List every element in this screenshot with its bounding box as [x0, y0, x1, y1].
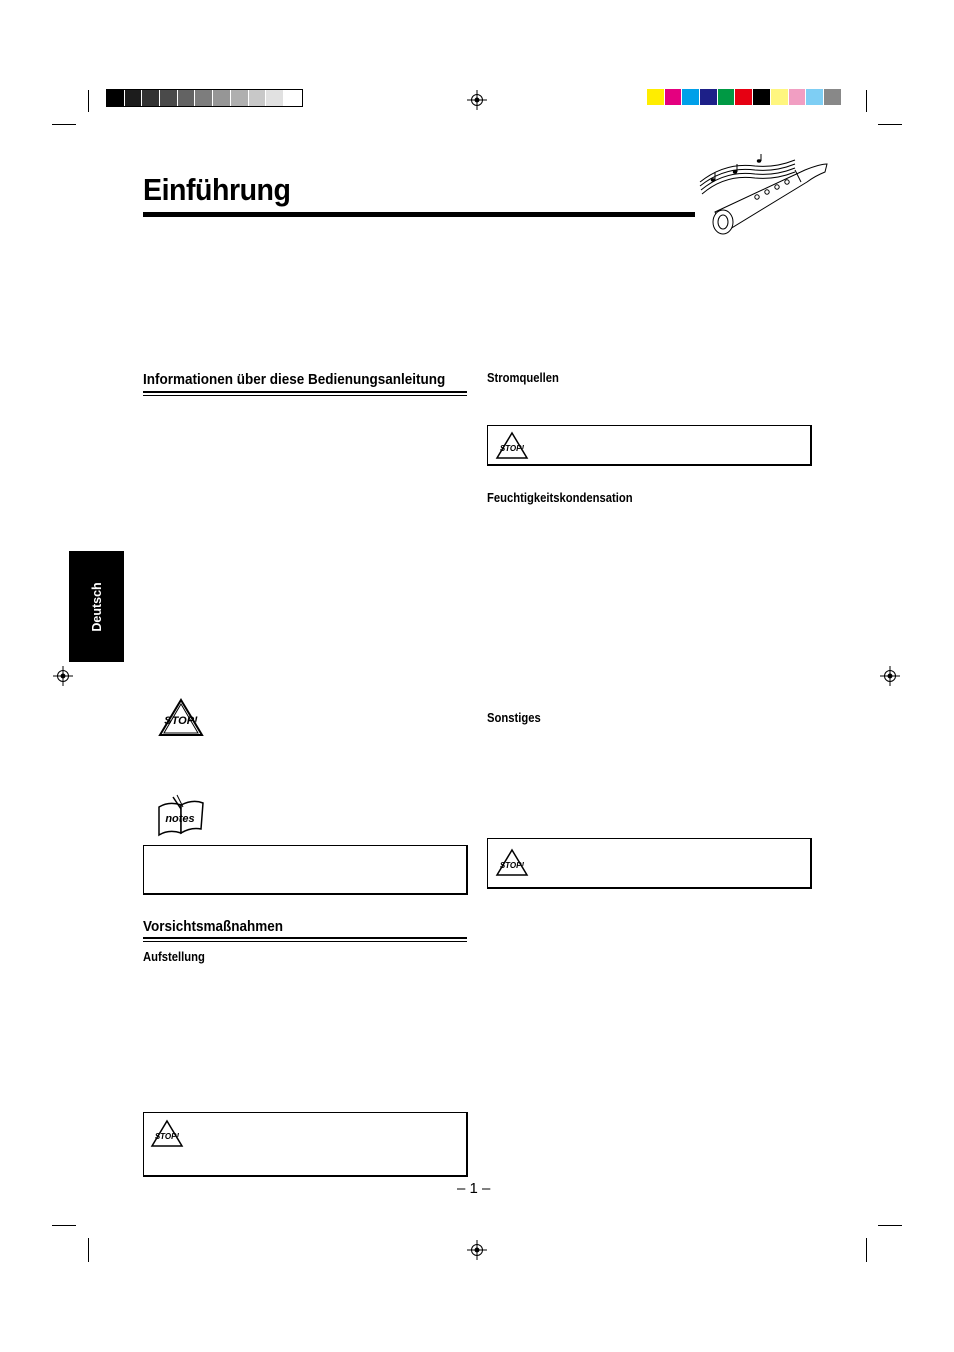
crop-mark [866, 1238, 867, 1262]
color-swatch [284, 90, 302, 106]
stop-warning-icon [150, 1119, 184, 1149]
registration-mark-icon [53, 666, 73, 686]
color-swatch [718, 89, 736, 105]
color-swatch [735, 89, 753, 105]
crop-mark [878, 1225, 902, 1226]
heading-rule [143, 937, 467, 942]
installation-warning-box [143, 1112, 468, 1177]
heading-rule [143, 391, 467, 396]
crop-mark [52, 1225, 76, 1226]
svg-text:STOP!: STOP! [499, 861, 525, 870]
grayscale-bar [106, 89, 303, 107]
condensation-heading: Feuchtigkeitskondensation [487, 491, 633, 505]
color-swatch [700, 89, 718, 105]
title-underline [143, 212, 695, 217]
stop-warning-icon [157, 698, 205, 738]
color-swatch [213, 90, 231, 106]
installation-heading: Aufstellung [143, 950, 205, 964]
color-swatch [682, 89, 700, 105]
stop-warning-icon [495, 431, 529, 461]
misc-heading: Sonstiges [487, 711, 541, 725]
precautions-heading: Vorsichtsmaßnahmen [143, 918, 284, 935]
color-swatch [178, 90, 196, 106]
crop-mark [866, 90, 867, 112]
power-heading: Stromquellen [487, 371, 559, 385]
info-heading: Informationen über diese Bedienungsanleitung [143, 371, 446, 388]
color-swatch [249, 90, 267, 106]
color-swatch [771, 89, 789, 105]
color-swatch [665, 89, 683, 105]
color-swatch [266, 90, 284, 106]
misc-warning-box [487, 838, 812, 889]
registration-mark-icon [880, 666, 900, 686]
color-swatch [107, 90, 125, 106]
page-title: Einführung [143, 172, 291, 207]
language-tab-label: Deutsch [89, 581, 104, 632]
color-swatch [125, 90, 143, 106]
stop-warning-icon [495, 848, 529, 878]
svg-text:STOP!: STOP! [154, 1132, 180, 1141]
color-swatch [824, 89, 842, 105]
svg-text:STOP!: STOP! [499, 444, 525, 453]
registration-mark-icon [467, 90, 487, 110]
svg-text:notes: notes [165, 813, 195, 825]
crop-mark [52, 124, 76, 125]
color-swatch [647, 89, 665, 105]
color-swatch [789, 89, 807, 105]
crop-mark [88, 90, 89, 112]
notes-box [143, 845, 468, 895]
page-number: – 1 – [457, 1180, 491, 1197]
color-swatch [753, 89, 771, 105]
power-warning-box [487, 425, 812, 466]
notes-icon [155, 793, 207, 837]
svg-text:STOP!: STOP! [164, 715, 198, 727]
crop-mark [878, 124, 902, 125]
color-bar [647, 89, 842, 105]
language-tab [69, 551, 124, 662]
color-swatch [231, 90, 249, 106]
color-swatch [142, 90, 160, 106]
flute-illustration-icon [695, 152, 835, 242]
crop-mark [88, 1238, 89, 1262]
registration-mark-icon [467, 1240, 487, 1260]
color-swatch [806, 89, 824, 105]
color-swatch [160, 90, 178, 106]
color-swatch [195, 90, 213, 106]
